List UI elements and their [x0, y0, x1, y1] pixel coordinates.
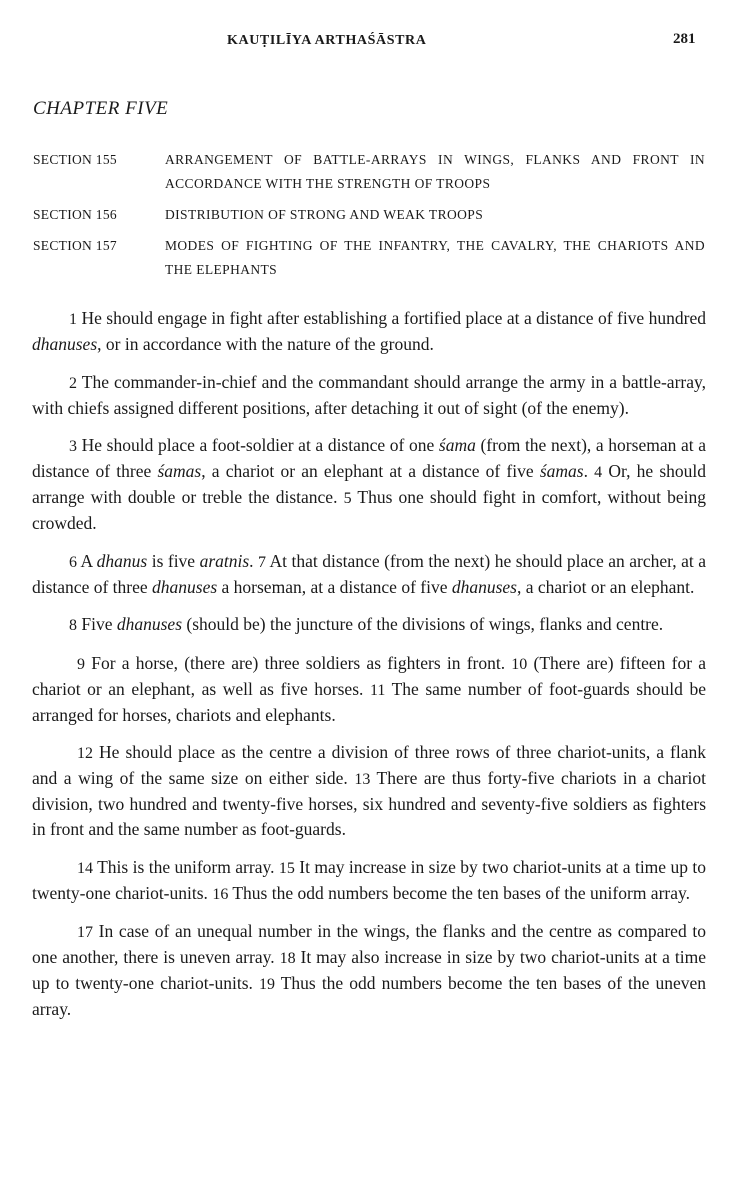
paragraph	[32, 433, 706, 536]
text-run: At that distance (from the next) he should place an archer, at a distance of three	[32, 550, 706, 597]
paragraph	[32, 549, 706, 600]
verse-number: 6	[69, 553, 77, 571]
text-run: The same number of foot-guards should be arranged for horses, chariots and elephants.	[32, 678, 706, 725]
text-run: He should place as the centre a division of three rows of three chariot-units, a flank and a wing of the same size on either side.	[32, 742, 706, 788]
verse-number: 4	[594, 464, 603, 481]
italic-term: aratnis	[199, 550, 250, 571]
italic-term: dhanuses	[451, 576, 517, 597]
paragraph	[32, 612, 706, 638]
text-run: He should engage in fight after establishing a fortified place at a distance of five hundred	[77, 308, 706, 328]
text-run: Thus the odd numbers become the ten bases of the uniform array.	[228, 882, 690, 903]
text-run: Thus the odd numbers become the ten bases of the uneven array.	[32, 973, 706, 1019]
text-run: This is the uniform array.	[93, 856, 279, 877]
verse-number: 18	[279, 950, 296, 967]
section-title: DISTRIBUTION OF STRONG AND WEAK TROOPS	[165, 207, 484, 222]
text-run: , a chariot or an elephant.	[517, 576, 695, 597]
running-head: KAUṬILĪYA ARTHAŚĀSTRA	[227, 33, 427, 48]
italic-term: śamas	[157, 461, 202, 481]
verse-number: 3	[69, 438, 77, 455]
section-entry	[33, 234, 705, 282]
verse-number: 13	[354, 771, 371, 788]
text-run: , or in accordance with the nature of the ground.	[97, 334, 434, 354]
text-run: He should place a foot-soldier at a distance of one	[77, 435, 439, 455]
verse-number: 15	[278, 859, 295, 877]
verse-number: 1	[69, 311, 77, 328]
text-run: It may increase in size by two chariot-units at a time up to twenty-one chariot-units.	[32, 856, 706, 903]
text-run: Or, he should arrange with double or treble the distance.	[32, 461, 707, 507]
text-run: .	[249, 550, 259, 571]
text-run: The commander-in-chief and the commandant should arrange the army in a battle-array, with chiefs assigned different positions, after detaching it out of sight (of the enemy).	[32, 371, 706, 418]
paragraph	[32, 740, 706, 842]
verse-number: 5	[343, 490, 352, 507]
verse-number: 19	[258, 976, 275, 993]
text-run: a horseman, at a distance of five	[217, 576, 452, 597]
verse-number: 17	[77, 924, 93, 941]
text-run: It may also increase in size by two chariot-units at a time up to twenty-one chariot-units.	[32, 947, 706, 993]
paragraph	[32, 855, 706, 907]
section-title: MODES OF FIGHTING OF THE INFANTRY, THE CAVALRY, THE CHARIOTS AND THE ELEPHANTS	[165, 238, 705, 277]
verse-number: 7	[258, 553, 267, 571]
section-number: SECTION 156	[33, 207, 117, 222]
verse-number: 2	[69, 374, 77, 392]
text-run: Thus one should fight in comfort, without being crowded.	[32, 487, 706, 533]
verse-number: 16	[212, 885, 229, 903]
text-run: (from the next), a horseman at a distance of three	[32, 435, 706, 481]
paragraph	[32, 370, 706, 421]
page-number: 281	[673, 31, 696, 47]
section-title: ARRANGEMENT OF BATTLE-ARRAYS IN WINGS, FLANKS AND FRONT IN ACCORDANCE WITH THE STRENGTH OF TROOPS	[165, 152, 705, 191]
section-list	[33, 148, 705, 289]
italic-term: dhanuses	[152, 576, 218, 597]
section-entry	[33, 203, 705, 227]
text-run: is five	[147, 550, 200, 571]
verse-number: 12	[77, 745, 93, 762]
paragraph	[32, 651, 706, 728]
section-entry	[33, 148, 705, 196]
chapter-title: CHAPTER FIVE	[33, 98, 169, 119]
verse-number: 9	[77, 655, 85, 673]
italic-term: dhanuses	[116, 614, 183, 634]
section-number: SECTION 155	[33, 152, 117, 167]
verse-number: 10	[511, 655, 528, 673]
paragraph	[32, 306, 706, 357]
text-run: A	[77, 550, 97, 571]
italic-term: śama	[438, 435, 476, 455]
text-run: (should be) the juncture of the divisions of wings, flanks and centre.	[182, 614, 664, 634]
text-run: There are thus forty-five chariots in a chariot division, two hundred and twenty-five horses, six hundred and seventy-five soldiers as fighters in front and the same number as foot-guards.	[32, 768, 707, 839]
verse-number: 11	[369, 681, 386, 699]
italic-term: dhanuses	[32, 334, 98, 354]
text-run: .	[583, 461, 595, 481]
verse-number: 14	[77, 859, 93, 877]
text-run: Five	[77, 614, 117, 634]
verse-number: 8	[69, 617, 77, 634]
text-run: (There are) fifteen for a chariot or an elephant, as well as five horses.	[32, 652, 706, 699]
section-number: SECTION 157	[33, 238, 117, 253]
paragraph	[32, 919, 706, 1022]
italic-term: dhanus	[96, 550, 148, 571]
body-text	[32, 306, 706, 1035]
text-run: , a chariot or an elephant at a distance of five	[201, 461, 540, 481]
text-run: In case of an unequal number in the wings, the flanks and the centre as compared to one another, there is uneven array.	[32, 921, 706, 967]
italic-term: śamas	[539, 461, 584, 481]
text-run: For a horse, (there are) three soldiers as fighters in front.	[85, 652, 512, 673]
